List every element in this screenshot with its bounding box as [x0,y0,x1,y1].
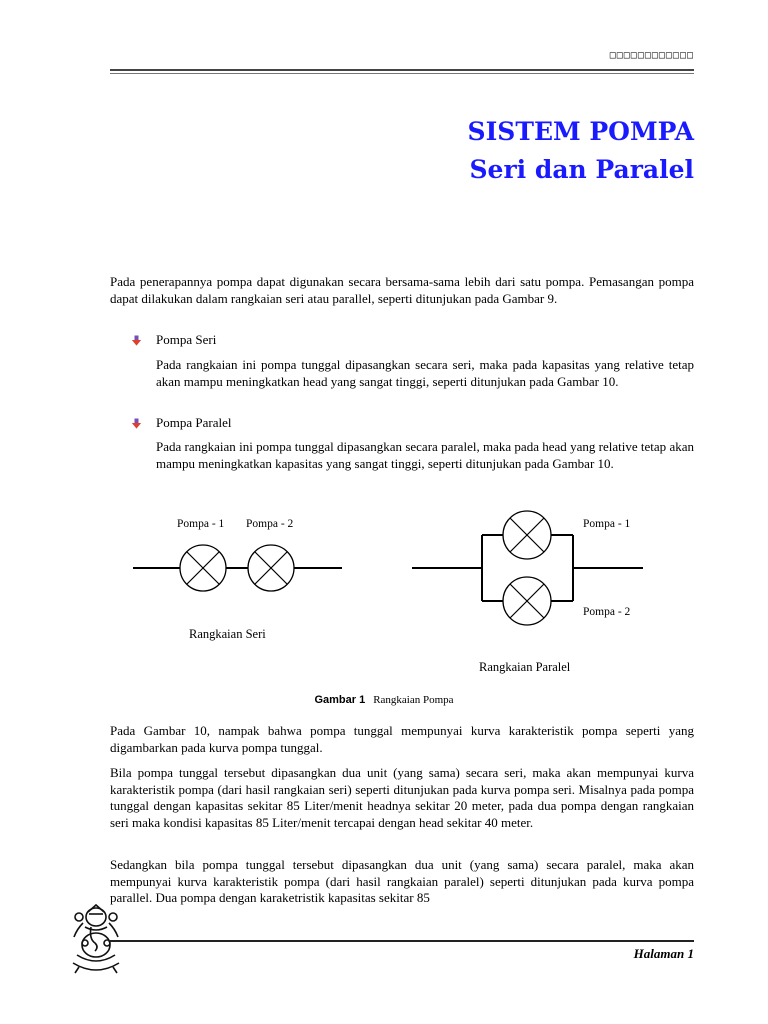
bullet-body-seri: Pada rangkaian ini pompa tunggal dipasangkan secara seri, maka pada kapasitas yang relative tetap akan mampu meningkatkan head yang sangat tinggi, seperti ditunjukan pada Gambar 10. [156,357,694,389]
title-line-2: Seri dan Paralel [469,155,694,184]
title-line-1: SISTEM POMPA [467,117,694,146]
paragraph-3: Sedangkan bila pompa tunggal tersebut dipasangkan dua unit (yang sama) secara paralel, maka akan mempunyai kurva karakteristik pompa (dari hasil rangkaian paralel) seperti ditunjukan pada kurva pompa parallel. Dua pompa dengan karaketristik kapasitas sekitar 85 [110,857,694,905]
series-pump-1-label: Pompa - 1 [177,518,225,530]
series-pump-2-label: Pompa - 2 [246,518,294,530]
bullet-body-paralel: Pada rangkaian ini pompa tunggal dipasangkan secara paralel, maka pada head yang relative tetap akan mampu meningkatkan kapasitas yang sangat tinggi, seperti ditunjukan pada Gambar 10. [156,439,694,471]
paragraph-2: Bila pompa tunggal tersebut dipasangkan dua unit (yang sama) secara seri, maka akan mempunyai kurva karakteristik pompa (dari hasil rangkaian seri) seperti ditunjukan pada kurva pompa seri. Misalnya pada pompa tunggal dengan kapasitas sekitar 85 Liter/menit headnya sekitar 20 meter, pada dua pompa dengan rangkaian seri maka kondisi kapasitas 85 Liter/menit tercapai dengan head sekitar 40 meter. [110,765,694,830]
series-caption: Rangkaian Seri [189,627,266,641]
pump-diagram-svg [0,500,768,690]
running-header: □□□□□□□□□□□□ [609,50,694,61]
arrow-bullet-icon [131,335,142,346]
parallel-caption: Rangkaian Paralel [479,660,571,674]
paragraph-1: Pada Gambar 10, nampak bahwa pompa tunggal mempunyai kurva karakteristik pompa seperti yang digambarkan pada kurva pompa tunggal. [110,723,694,755]
pump-circuit-diagram [0,500,768,690]
intro-paragraph: Pada penerapannya pompa dapat digunakan secara bersama-sama lebih dari satu pompa. Pemasangan pompa dapat dilakukan dalam rangkaian seri atau parallel, seperti ditunjukan pada Gambar 9. [110,274,694,306]
page-title [468,113,694,189]
footer-rule [110,940,694,942]
page-number: Halaman 1 [633,946,694,961]
figure-caption [0,694,768,706]
bullet-label-seri: Pompa Seri [156,332,217,347]
figure-caption-text: Rangkaian Pompa [373,694,454,706]
header-rule-thin [110,73,694,74]
parallel-pump-1-label: Pompa - 1 [583,518,631,530]
series-circuit [133,545,342,591]
figure-number: Gambar 1 [314,694,366,706]
parallel-pump-2-label: Pompa - 2 [583,606,631,618]
arrow-bullet-icon [131,418,142,429]
bullet-label-paralel: Pompa Paralel [156,415,232,430]
header-rule [110,69,694,71]
